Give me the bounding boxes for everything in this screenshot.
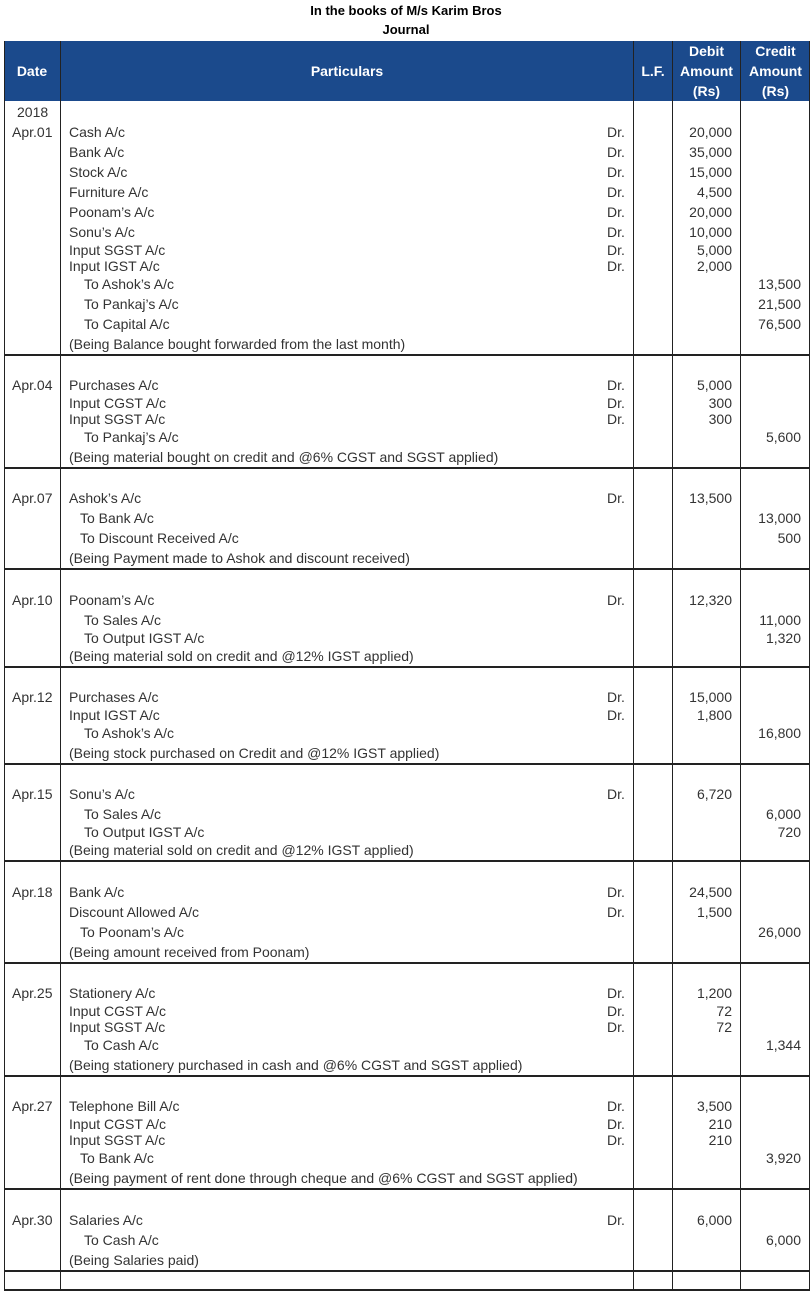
credit-amount: 13,500	[758, 276, 801, 292]
header-credit-l1: Credit	[755, 43, 796, 59]
dr-marker: Dr.	[607, 1116, 625, 1132]
dr-marker: Dr.	[607, 242, 625, 258]
header-particulars: Particulars	[310, 63, 384, 79]
header-debit-l3: (Rs)	[692, 83, 721, 99]
credit-amount: 76,500	[758, 316, 801, 332]
narration: (Being material sold on credit and @12% IGST applied)	[69, 842, 414, 858]
header-debit-l1: Debit	[689, 43, 724, 59]
row-separator	[4, 568, 810, 570]
header-debit-l2: Amount	[680, 63, 733, 79]
narration: (Being stock purchased on Credit and @12% IGST applied)	[69, 745, 440, 761]
debit-account: Poonam’s A/c	[69, 592, 155, 608]
debit-account: Input CGST A/c	[69, 1116, 167, 1132]
dr-marker: Dr.	[607, 884, 625, 900]
dr-marker: Dr.	[607, 258, 625, 274]
debit-account: Ashok’s A/c	[69, 490, 142, 506]
debit-account: Bank A/c	[69, 144, 125, 160]
row-separator	[4, 666, 810, 668]
debit-amount: 20,000	[689, 204, 732, 220]
credit-amount: 13,000	[758, 510, 801, 526]
debit-account: Sonu’s A/c	[69, 786, 135, 802]
debit-account: Input SGST A/c	[69, 1019, 166, 1035]
narration: (Being amount received from Poonam)	[69, 944, 310, 960]
narration: (Being payment of rent done through cheque and @6% CGST and SGST applied)	[69, 1170, 578, 1186]
header-lf: L.F.	[641, 63, 665, 79]
debit-amount: 72	[716, 1003, 732, 1019]
credit-amount: 1,344	[765, 1037, 801, 1053]
credit-account: To Ashok’s A/c	[84, 276, 175, 292]
credit-amount: 5,600	[765, 429, 801, 445]
dr-marker: Dr.	[607, 1212, 625, 1228]
entry-date: Apr.25	[12, 985, 53, 1001]
narration: (Being Salaries paid)	[69, 1252, 199, 1268]
credit-account: To Sales A/c	[84, 612, 162, 628]
narration: (Being material sold on credit and @12% IGST applied)	[69, 648, 414, 664]
credit-amount: 6,000	[765, 806, 801, 822]
credit-amount: 6,000	[765, 1232, 801, 1248]
debit-amount: 2,000	[696, 258, 732, 274]
dr-marker: Dr.	[607, 1098, 625, 1114]
debit-amount: 20,000	[689, 124, 732, 140]
debit-account: Furniture A/c	[69, 184, 149, 200]
debit-account: Cash A/c	[69, 124, 126, 140]
row-separator	[4, 1188, 810, 1190]
row-separator	[4, 354, 810, 356]
header-credit-l3: (Rs)	[761, 83, 790, 99]
credit-account: To Bank A/c	[80, 1150, 154, 1166]
narration: (Being Payment made to Ashok and discount received)	[69, 550, 410, 566]
debit-amount: 15,000	[689, 689, 732, 705]
dr-marker: Dr.	[607, 707, 625, 723]
narration: (Being stationery purchased in cash and @6% CGST and SGST applied)	[69, 1057, 523, 1073]
credit-amount: 21,500	[758, 296, 801, 312]
debit-account: Input SGST A/c	[69, 242, 166, 258]
debit-account: Telephone Bill A/c	[69, 1098, 180, 1114]
narration: (Being Balance bought forwarded from the last month)	[69, 336, 406, 352]
credit-amount: 26,000	[758, 924, 801, 940]
debit-account: Input SGST A/c	[69, 1132, 166, 1148]
credit-amount: 720	[777, 824, 801, 840]
dr-marker: Dr.	[607, 164, 625, 180]
credit-amount: 11,000	[759, 612, 801, 628]
dr-marker: Dr.	[607, 377, 625, 393]
dr-marker: Dr.	[607, 411, 625, 427]
debit-amount: 12,320	[689, 592, 732, 608]
dr-marker: Dr.	[607, 124, 625, 140]
credit-amount: 1,320	[765, 630, 801, 646]
journal-title: Journal	[382, 22, 430, 37]
dr-marker: Dr.	[607, 1019, 625, 1035]
debit-amount: 24,500	[689, 884, 732, 900]
dr-marker: Dr.	[607, 490, 625, 506]
debit-amount: 6,000	[696, 1212, 732, 1228]
row-separator	[4, 467, 810, 469]
entry-date: Apr.12	[12, 689, 53, 705]
entry-date: Apr.01	[12, 124, 53, 140]
debit-amount: 15,000	[689, 164, 732, 180]
debit-account: Poonam’s A/c	[69, 204, 155, 220]
debit-amount: 6,720	[696, 786, 732, 802]
debit-account: Bank A/c	[69, 884, 125, 900]
debit-account: Input IGST A/c	[69, 707, 160, 723]
debit-amount: 300	[708, 411, 732, 427]
header-date: Date	[16, 63, 48, 79]
dr-marker: Dr.	[607, 204, 625, 220]
credit-account: To Poonam’s A/c	[80, 924, 185, 940]
header-credit-l2: Amount	[749, 63, 802, 79]
dr-marker: Dr.	[607, 786, 625, 802]
credit-account: To Pankaj’s A/c	[84, 296, 179, 312]
debit-amount: 3,500	[696, 1098, 732, 1114]
entry-date: Apr.15	[12, 786, 53, 802]
row-separator	[4, 763, 810, 765]
debit-account: Salaries A/c	[69, 1212, 143, 1228]
debit-account: Input CGST A/c	[69, 1003, 167, 1019]
debit-account: Input SGST A/c	[69, 411, 166, 427]
entry-date: Apr.27	[12, 1098, 53, 1114]
entry-date: Apr.04	[12, 377, 53, 393]
dr-marker: Dr.	[607, 184, 625, 200]
credit-account: To Ashok’s A/c	[84, 725, 175, 741]
debit-amount: 72	[716, 1019, 732, 1035]
credit-amount: 500	[777, 530, 801, 546]
dr-marker: Dr.	[607, 1132, 625, 1148]
credit-amount: 3,920	[765, 1150, 801, 1166]
credit-account: To Capital A/c	[84, 316, 170, 332]
credit-account: To Cash A/c	[84, 1232, 159, 1248]
row-separator	[4, 1270, 810, 1272]
header-credit	[741, 41, 810, 101]
dr-marker: Dr.	[607, 904, 625, 920]
debit-account: Stock A/c	[69, 164, 128, 180]
debit-account: Sonu’s A/c	[69, 224, 135, 240]
dr-marker: Dr.	[607, 224, 625, 240]
narration: (Being material bought on credit and @6% CGST and SGST applied)	[69, 449, 499, 465]
entry-date: Apr.07	[12, 490, 53, 506]
dr-marker: Dr.	[607, 689, 625, 705]
table-bottom-border	[4, 1289, 810, 1291]
debit-amount: 10,000	[689, 224, 732, 240]
debit-amount: 35,000	[689, 144, 732, 160]
debit-account: Input IGST A/c	[69, 258, 160, 274]
entry-date: Apr.30	[12, 1212, 53, 1228]
credit-account: To Cash A/c	[84, 1037, 159, 1053]
debit-amount: 210	[708, 1132, 732, 1148]
year-label: 2018	[17, 104, 49, 120]
credit-amount: 16,800	[758, 725, 801, 741]
debit-amount: 13,500	[689, 490, 732, 506]
credit-account: To Discount Received A/c	[80, 530, 239, 546]
book-title: In the books of M/s Karim Bros	[310, 3, 502, 18]
dr-marker: Dr.	[607, 1003, 625, 1019]
dr-marker: Dr.	[607, 144, 625, 160]
dr-marker: Dr.	[607, 985, 625, 1001]
debit-amount: 210	[708, 1116, 732, 1132]
credit-account: To Bank A/c	[80, 510, 154, 526]
debit-amount: 300	[708, 395, 732, 411]
dr-marker: Dr.	[607, 592, 625, 608]
debit-account: Stationery A/c	[69, 985, 156, 1001]
debit-amount: 5,000	[696, 242, 732, 258]
credit-account: To Pankaj’s A/c	[84, 429, 179, 445]
row-separator	[4, 1075, 810, 1077]
header-debit	[673, 41, 740, 101]
credit-account: To Output IGST A/c	[84, 630, 205, 646]
credit-account: To Sales A/c	[84, 806, 162, 822]
entry-date: Apr.18	[12, 884, 53, 900]
row-separator	[4, 962, 810, 964]
credit-account: To Output IGST A/c	[84, 824, 205, 840]
debit-account: Input CGST A/c	[69, 395, 167, 411]
debit-account: Purchases A/c	[69, 689, 159, 705]
debit-account: Purchases A/c	[69, 377, 159, 393]
dr-marker: Dr.	[607, 395, 625, 411]
debit-amount: 1,500	[696, 904, 732, 920]
debit-amount: 5,000	[696, 377, 732, 393]
debit-account: Discount Allowed A/c	[69, 904, 199, 920]
row-separator	[4, 860, 810, 862]
debit-amount: 1,800	[696, 707, 732, 723]
debit-amount: 1,200	[696, 985, 732, 1001]
entry-date: Apr.10	[12, 592, 53, 608]
debit-amount: 4,500	[696, 184, 732, 200]
